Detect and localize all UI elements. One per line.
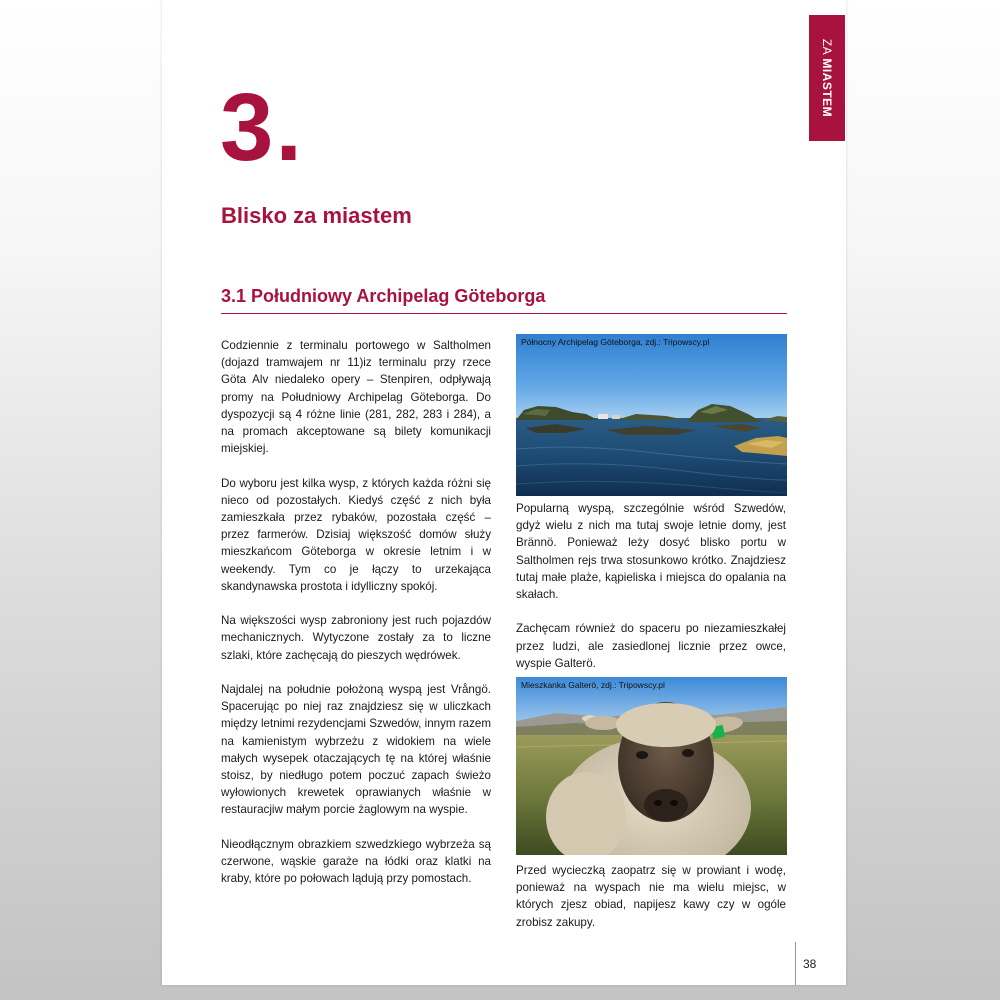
paragraph: Codziennie z terminalu portowego w Saltholmen (dojazd tramwajem nr 11)iz terminalu przy rzece Göta Alv niedaleko opery – Stenpiren, odpływają promy na Południowy Archipelag Göteborga. Do dyspozycji są 4 różne linie (281, 282, 283 i 284), a na promach akceptowane są bilety komunikacji miejskiej. bbox=[221, 339, 491, 456]
side-tab-prefix: ZA bbox=[820, 38, 835, 55]
chapter-side-tab bbox=[809, 15, 845, 141]
archipelago-photo-image bbox=[516, 334, 787, 496]
right-column-top bbox=[516, 500, 786, 689]
page-number-divider bbox=[795, 942, 796, 985]
section-rule bbox=[221, 313, 787, 314]
side-tab-bold: MIASTEM bbox=[820, 58, 835, 118]
chapter-number: 3. bbox=[220, 74, 305, 181]
paragraph: Na większości wysp zabroniony jest ruch pojazdów mechanicznych. Wytyczone zostały za to liczne szlaki, które zachęcają do pieszych wędrówek. bbox=[221, 614, 491, 662]
paragraph: Nieodłącznym obrazkiem szwedzkiego wybrzeża są czerwone, wąskie garaże na łódki oraz klatki na kraby, które po połowach lądują przy pomostach. bbox=[221, 837, 491, 886]
photo-caption: Mieszkanka Galterö, zdj.: Tripowscy.pl bbox=[521, 680, 665, 690]
right-column-bottom bbox=[516, 862, 786, 948]
sheep-photo-image bbox=[516, 677, 787, 855]
paragraph: Najdalej na południe położoną wyspą jest Vrångö. Spacerując po niej raz znajdziesz się w uliczkach między letnimi rezydencjami Szwedów, innym razem na kamienistym wybrzeżu z widokiem na wiele małych wysepek otaczających tę na której właśnie stoisz, by niedługo potem poczuć zapach świeżo wyłowionych krewetek oprawianych właśnie w restauracjiw małym porcie żaglowym na wyspie. bbox=[221, 683, 491, 817]
page-number: 38 bbox=[803, 957, 817, 971]
paragraph: Zachęcam również do spaceru po niezamieszkałej przez ludzi, ale zasiedlonej licznie przez owce, wyspie Galterö. bbox=[516, 622, 786, 670]
photo-caption: Północny Archipelag Göteborga, zdj.: Tripowscy.pl bbox=[521, 337, 710, 347]
sheep-photo bbox=[516, 677, 787, 855]
left-column bbox=[221, 337, 491, 905]
archipelago-photo bbox=[516, 334, 787, 496]
section-title: 3.1 Południowy Archipelag Göteborga bbox=[221, 286, 546, 306]
paragraph: Do wyboru jest kilka wysp, z których każda różni się nieco od pozostałych. Kiedyś część z nich była zamieszkała przez rybaków, pozostała część – przez farmerów. Dzisiaj większość domów służy mieszkańcom Göteborga w okresie letnim i w weekendy. Tym co je łączy to urzekająca skandynawska prostota i idylliczny spokój. bbox=[221, 476, 491, 593]
paragraph: Przed wycieczką zaopatrz się w prowiant i wodę, ponieważ na wyspach nie ma wielu miejsc, w których zjesz obiad, napijesz kawy czy w ogóle zrobisz zakupy. bbox=[516, 864, 786, 929]
paragraph: Popularną wyspą, szczególnie wśród Szwedów, gdyż wielu z nich ma tutaj swoje letnie domy, jest Brännö. Ponieważ leży dosyć blisko portu w Saltholmen rejs trwa stosunkowo krótko. Znajdziesz tutaj małe plaże, kąpieliska i miejsca do opalania na skałach. bbox=[516, 502, 786, 602]
chapter-title: Blisko za miastem bbox=[221, 203, 412, 228]
